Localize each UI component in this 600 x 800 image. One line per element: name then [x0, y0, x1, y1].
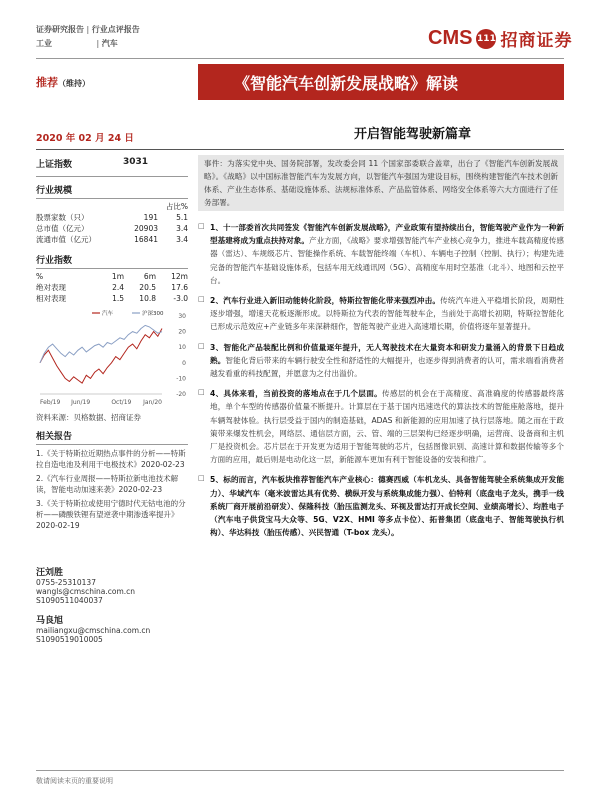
square-bullet-icon: □ [198, 295, 205, 304]
rating-rule [36, 58, 564, 59]
perf-title: 行业指数 [36, 256, 73, 266]
scale-row-pct: 3.4 [176, 235, 188, 244]
scale-row-label: 流通市值（亿元） [36, 235, 96, 244]
analyst [36, 613, 188, 644]
source-note: 资料来源：贝格数据、招商证券 [36, 413, 141, 422]
perf-table [36, 271, 188, 304]
bullet-item [198, 341, 564, 381]
index-chart [36, 308, 188, 410]
perf-row-value: -3.0 [173, 294, 188, 303]
perf-rule [36, 268, 188, 269]
analyst-name: 汪刘胜 [36, 568, 64, 578]
bullet-item [198, 294, 564, 334]
footer-note: 敬请阅读末页的重要说明 [36, 777, 113, 785]
perf-header [36, 271, 188, 282]
x-tick-label: Feb/19 [40, 399, 61, 406]
rating [36, 74, 90, 90]
square-bullet-icon: □ [198, 474, 205, 483]
related-item: 1.《关于特斯拉近期热点事件的分析——特斯拉自造电池及利用干电极技术》2020-02-23 [36, 449, 186, 469]
perf-row-value: 10.8 [139, 294, 156, 303]
perf-row-label: 绝对表现 [36, 283, 66, 292]
bullet-item [198, 473, 564, 539]
perf-row-value: 1.5 [112, 294, 124, 303]
bullet-text [210, 294, 564, 334]
perf-header-cell: % [36, 272, 44, 281]
perf-row-value: 20.5 [139, 283, 156, 292]
y-tick-label: 10 [178, 344, 186, 352]
scale-row [36, 234, 188, 245]
index-label: 上证指数 [36, 160, 73, 170]
perf-row-value: 17.6 [171, 283, 188, 292]
main-column [198, 155, 564, 546]
bullet-text [210, 221, 564, 287]
bullet-bold: 3、智能化产品装配比例和价值量逐年提升，无人驾驶技术在大量资本和研发力量涌入的背景下日趋成熟。 [210, 342, 564, 365]
y-tick-label: -10 [176, 375, 186, 383]
scale-row [36, 223, 188, 234]
logo-cms: CMS [428, 27, 473, 49]
perf-header-cell: 1m [111, 272, 124, 281]
scale-header [36, 201, 188, 212]
index-rule [36, 176, 188, 177]
scale-row-value: 16841 [134, 235, 158, 244]
legend-label: 汽车 [102, 311, 114, 317]
report-subtitle: 开启智能驾驶新篇章 [354, 127, 472, 142]
x-tick-label: Oct/19 [111, 399, 132, 406]
scale-pct-header: 占比% [165, 202, 188, 211]
index-row [36, 157, 188, 170]
square-bullet-icon: □ [198, 388, 205, 397]
report-type-a: 证券研究报告 [36, 25, 84, 34]
index-chart-svg [36, 308, 188, 410]
analyst-phone: 0755-25310137 [36, 578, 96, 587]
sidebar [36, 157, 188, 652]
logo-badge-icon: 111 [476, 29, 496, 49]
scale-row-value: 20903 [134, 224, 158, 233]
x-tick-label: Jun/19 [71, 399, 91, 406]
analyst-name: 马良旭 [36, 616, 64, 626]
bullets [198, 221, 564, 539]
scale-row-pct: 5.1 [176, 213, 188, 222]
bullet-body: 传统汽车进入平稳增长阶段，周期性逐步增强，增速天花板逐渐形成。以特斯拉为代表的智能驾驶车企，当前处于高增长初期，特斯拉智能化已形成示范效应+产业链多年来深耕细作，智能驾驶产业进入高速增长期，价值将逐年显著提升。 [210, 296, 565, 332]
perf-row [36, 282, 188, 293]
bullet-text [210, 341, 564, 381]
bullet-item [198, 387, 564, 466]
bullet-bold: 2、汽车行业进入新旧动能转化阶段，特斯拉智能化带来强烈冲击。 [210, 296, 441, 306]
related-item: 3.《关于特斯拉或使用宁德时代无钴电池的分析——磷酸铁锂有望逆袭中期渗透率提升》2020-02-19 [36, 499, 186, 530]
bullet-bold: 4、具体来看，当前投资的落地点在于几个层面。 [210, 389, 383, 399]
y-tick-label: 20 [178, 328, 186, 336]
perf-row-value: 2.4 [112, 283, 124, 292]
index-value: 3031 [122, 157, 148, 167]
legend-label: 沪深300 [142, 311, 164, 317]
y-tick-label: 30 [178, 313, 186, 320]
event-box: 事件：为落实党中央、国务院部署，发改委会同 11 个国家部委联合盖章，出台了《智能汽车创新发展战略》。《战略》以中国标准智能汽车为发展方向，以智能汽车强国为建设目标，围绕构建智能汽车技术创新体系、产业生态体系、基础设施体系、法规标准体系、产品监管体系、网络安全体系等六大方面进行了任务部署。 [198, 155, 564, 211]
scale-row [36, 212, 188, 223]
report-type: 证券研究报告 | 行业点评报告 [36, 25, 140, 34]
analyst-email: wangls@cmschina.com.cn [36, 587, 136, 596]
bullet-body: 传感层的机会在于高精度、高准确度的传感器最终落地，单个车型的传感器价值量不断提升。计算层在于基于国内迅速迭代的算法技术的智能座舱落地，提升车辆驾驶体验。执行层受益于国内的制造基础，ADAS 和新能源的应用加速了执行层落地。随之而在于政策带来爆发性机会，网络层、通信层方面，云、管、端的三层架构已经逐步明确，运营商、设备商和主机厂是投资机会。芯片层在于开发更为适用于智能驾驶的芯片，包括图像识别、高速计算和数据传输等多个方面的应用，最后则是电动化这一层，新能源车更加有利于智能设备的安装和推广。 [210, 389, 564, 465]
analyst-cert: S1090519010005 [36, 635, 103, 644]
analyst-email: mailiangxu@cmschina.com.cn [36, 626, 151, 635]
footer-rule [36, 770, 564, 771]
scale-table [36, 212, 188, 245]
analyst [36, 565, 188, 605]
related-list [36, 448, 188, 531]
logo-cn: 招商证券 [500, 31, 573, 51]
sector-b: 汽车 [101, 39, 118, 48]
square-bullet-icon: □ [198, 341, 205, 350]
banner-title: 《智能汽车创新发展战略》解读 [198, 64, 564, 100]
report-type-b: 行业点评报告 [91, 25, 140, 34]
bullet-body: 产业方面，《战略》要求增强智能汽车产业核心竞争力，推进车载高精度传感器（雷达）、车规级芯片、智能操作系统、车载智能终端（车机）、车辆电子控制（控制、执行）；构建先进完备的智能汽车基础设施体系，包括车用无线通讯网（5G）、高精度车用时空基准（北斗）、地图和云控平台。 [210, 236, 564, 285]
scale-row-value: 191 [143, 213, 158, 222]
bullet-bold: 5、标的而言，汽车板块推荐智能汽车产业核心：德赛西威（车机龙头、具备智能驾驶全系统集成开发能力）、华域汽车（毫米波雷达具有优势、横纵开发与系统集成能力强）、伯特利（底盘电子龙头，携手一线系统厂商开展前沿研发）、保隆科技（胎压监测龙头、环视及雷达打开成长空间、业绩高增长）、均胜电子（汽车电子供货宝马大众等、5G、V2X、HMI 等多点卡位）、拓普集团（底盘电子、智能驾驶执行机构）、华达科技（胎压传感）、兴民智通（T-box 龙头）。 [210, 475, 564, 538]
y-tick-label: -20 [176, 391, 186, 398]
related-item: 2.《汽车行业周报——特斯拉新电池技术解读，智能电动加速来袭》2020-02-23 [36, 474, 179, 494]
bullet-item [198, 221, 564, 287]
perf-row [36, 293, 188, 304]
scale-title: 行业规模 [36, 186, 73, 196]
scale-row-label: 股票家数（只） [36, 213, 89, 222]
related-rule [36, 444, 188, 445]
report-date: 2020 年 02 月 24 日 [36, 133, 134, 144]
subtitle-rule [36, 149, 564, 150]
perf-header-cell: 6m [143, 272, 156, 281]
logo [428, 26, 572, 51]
bullet-text [210, 387, 564, 466]
series-line [40, 325, 162, 362]
analyst-cert: S1090511040037 [36, 596, 103, 605]
square-bullet-icon: □ [198, 222, 205, 230]
scale-rule [36, 198, 188, 199]
bullet-body: 智能化背后带来的车辆行驶安全性和舒适性的大幅提升，也逐步得到消费者的认可，需求端看消费者越发看重的科技配置，并愿意为之付出溢价。 [210, 355, 565, 379]
sector-a: 工业 [36, 39, 52, 48]
related-title: 相关报告 [36, 432, 73, 442]
analysts [36, 565, 188, 644]
rating-qualifier: （维持） [58, 79, 90, 88]
perf-header-cell: 12m [171, 272, 188, 281]
bullet-bold: 1、十一部委首次共同签发《智能汽车创新发展战略》，产业政策有望持续出台，智能驾驶产业作为一种新型基建将成为重点扶持对象。 [210, 223, 564, 246]
scale-row-label: 总市值（亿元） [36, 224, 89, 233]
rating-label: 推荐 [36, 76, 58, 89]
x-tick-label: Jan/20 [143, 399, 162, 406]
y-tick-label: 0 [182, 359, 186, 367]
scale-row-pct: 3.4 [176, 224, 188, 233]
report-sector: 工业 | 汽车 [36, 39, 118, 48]
perf-row-label: 相对表现 [36, 294, 66, 303]
bullet-text [210, 473, 564, 539]
series-line [40, 329, 162, 384]
